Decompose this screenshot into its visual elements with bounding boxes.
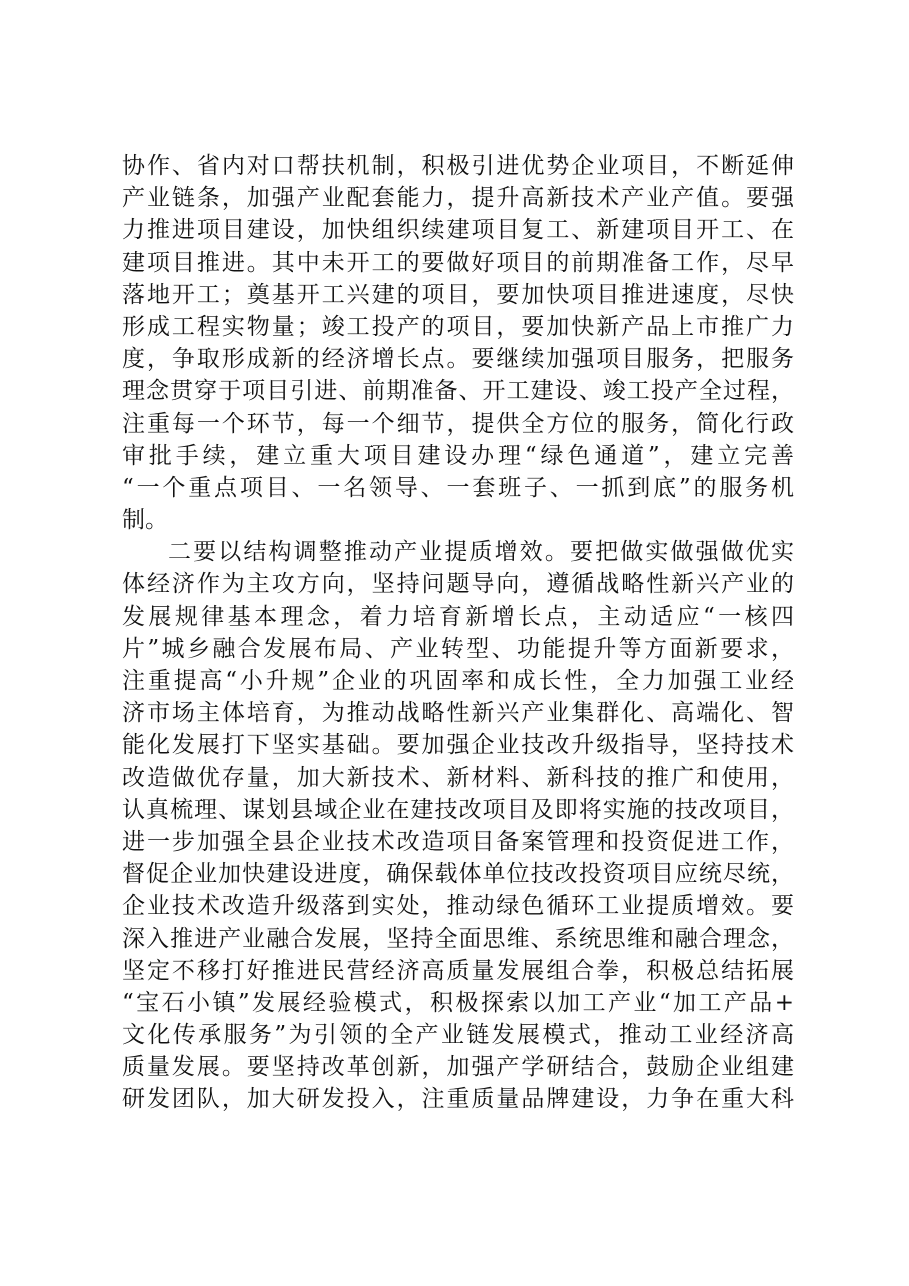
text-line: 协作、省内对口帮扶机制，积极引进优势企业项目，不断延伸 xyxy=(122,153,794,179)
text-line: 形成工程实物量；竣工投产的项目，要加快新产品上市推广力 xyxy=(122,313,794,340)
text-line: 注重每一个环节，每一个细节，提供全方位的服务，简化行政 xyxy=(122,410,794,437)
text-line: 进一步加强全县企业技术改造项目备案管理和投资促进工作， xyxy=(122,828,794,855)
text-line: 产业链条，加强产业配套能力，提升高新技术产业产值。要强 xyxy=(122,185,794,212)
text-line: “一个重点项目、一名领导、一套班子、一抓到底”的服务机 xyxy=(122,474,794,501)
text-line: 研发团队，加大研发投入，注重质量品牌建设，力争在重大科 xyxy=(122,1086,794,1113)
text-line: 改造做优存量，加大新技术、新材料、新科技的推广和使用， xyxy=(122,764,794,791)
text-line: 力推进项目建设，加快组织续建项目复工、新建项目开工、在 xyxy=(122,217,794,244)
text-line: 企业技术改造升级落到实处，推动绿色循环工业提质增效。要 xyxy=(122,893,794,920)
text-line: 理念贯穿于项目引进、前期准备、开工建设、竣工投产全过程， xyxy=(122,378,794,405)
text-line: 济市场主体培育，为推动战略性新兴产业集群化、高端化、智 xyxy=(122,700,794,727)
text-line: 督促企业加快建设进度，确保载体单位技改投资项目应统尽统， xyxy=(122,861,794,888)
text-line: 质量发展。要坚持改革创新，加强产学研结合，鼓励企业组建 xyxy=(122,1054,794,1081)
text-line: 二要以结构调整推动产业提质增效。要把做实做强做优实 xyxy=(168,539,794,566)
text-line: 认真梳理、谋划县域企业在建技改项目及即将实施的技改项目， xyxy=(122,796,794,823)
text-line: 审批手续，建立重大项目建设办理“绿色通道”，建立完善 xyxy=(122,442,794,469)
text-line: 片”城乡融合发展布局、产业转型、功能提升等方面新要求， xyxy=(122,635,794,662)
text-line: 深入推进产业融合发展，坚持全面思维、系统思维和融合理念， xyxy=(122,925,794,952)
text-line: 落地开工；奠基开工兴建的项目，要加快项目推进速度，尽快 xyxy=(122,281,794,308)
text-line: “宝石小镇”发展经验模式，积极探索以加工产业“加工产品+ xyxy=(122,989,794,1016)
text-line: 能化发展打下坚实基础。要加强企业技改升级指导，坚持技术 xyxy=(122,732,794,759)
document-body xyxy=(122,150,794,1116)
text-line: 度，争取形成新的经济增长点。要继续加强项目服务，把服务 xyxy=(122,346,794,373)
text-line: 建项目推进。其中未开工的要做好项目的前期准备工作，尽早 xyxy=(122,249,794,276)
paragraph xyxy=(122,536,794,1115)
text-line: 制。 xyxy=(122,507,168,534)
text-line: 注重提高“小升规”企业的巩固率和成长性，全力加强工业经 xyxy=(122,668,794,694)
text-line: 坚定不移打好推进民营经济高质量发展组合拳，积极总结拓展 xyxy=(122,957,794,984)
paragraph xyxy=(122,150,794,536)
text-line: 发展规律基本理念，着力培育新增长点，主动适应“一核四 xyxy=(122,603,794,630)
text-line: 体经济作为主攻方向，坚持问题导向，遵循战略性新兴产业的 xyxy=(122,571,794,598)
text-line: 文化传承服务”为引领的全产业链发展模式，推动工业经济高 xyxy=(122,1022,794,1049)
